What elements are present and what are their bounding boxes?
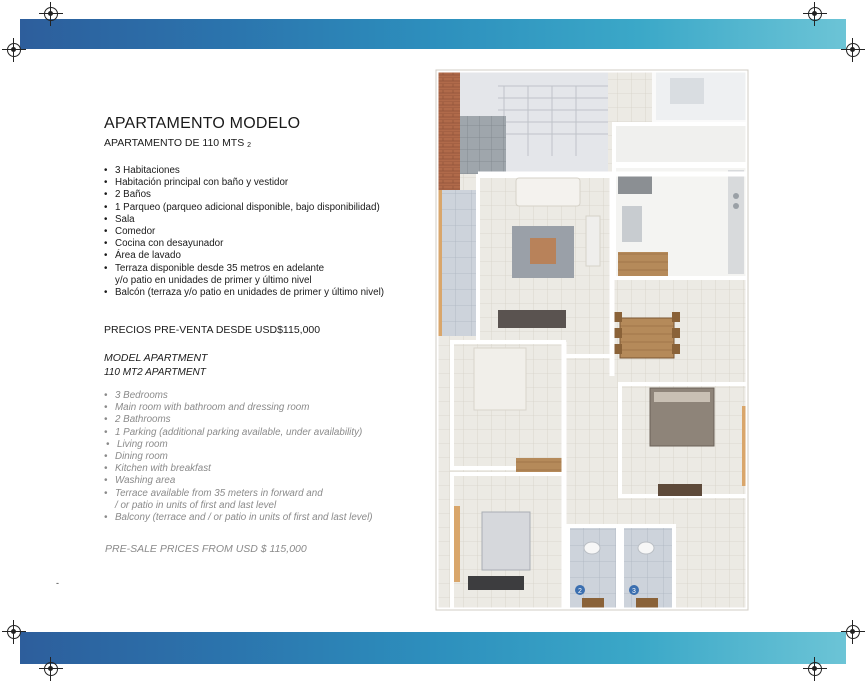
list-item bbox=[104, 214, 414, 226]
list-item bbox=[104, 189, 414, 201]
bullet: • bbox=[104, 414, 108, 426]
feature-text: Área de lavado bbox=[115, 250, 181, 262]
closet bbox=[516, 458, 566, 472]
registration-mark-icon bbox=[44, 7, 58, 21]
tv-console bbox=[498, 310, 566, 328]
feature-text: Washing area bbox=[115, 475, 176, 487]
stair-landing bbox=[460, 116, 506, 174]
feature-text: / or patio in units of first and last level bbox=[115, 499, 277, 511]
feature-text: Sala bbox=[115, 213, 135, 225]
bullet: • bbox=[104, 177, 108, 189]
coffee-table bbox=[530, 238, 556, 264]
bullet: • bbox=[104, 226, 108, 238]
list-item bbox=[104, 263, 414, 275]
bullet: • bbox=[104, 475, 108, 487]
header-band bbox=[20, 19, 846, 49]
english-title: MODEL APARTMENT bbox=[104, 352, 208, 364]
list-item bbox=[104, 165, 414, 177]
registration-mark-icon bbox=[846, 625, 860, 639]
bullet: • bbox=[104, 201, 108, 213]
feature-text: 1 Parking (additional parking available, under availability) bbox=[115, 426, 363, 438]
bathroom-3 bbox=[622, 526, 674, 610]
feature-text: y/o patio en unidades de primer y último nivel bbox=[115, 274, 312, 286]
english-feature-list bbox=[104, 390, 373, 524]
feature-text: 2 Baños bbox=[115, 189, 151, 201]
bullet: • bbox=[104, 189, 108, 201]
bullet: • bbox=[104, 390, 108, 401]
bullet: • bbox=[104, 165, 108, 176]
bed-3 bbox=[482, 512, 530, 570]
bullet: • bbox=[104, 426, 108, 438]
bullet: • bbox=[104, 262, 108, 274]
brick-wall bbox=[436, 70, 460, 190]
page-title: APARTAMENTO MODELO bbox=[104, 115, 301, 132]
dining-table bbox=[620, 318, 674, 358]
toilet bbox=[638, 542, 654, 554]
bullet: • bbox=[104, 250, 108, 262]
registration-mark-icon bbox=[7, 43, 21, 57]
feature-text: Habitación principal con baño y vestidor bbox=[115, 177, 289, 189]
dresser bbox=[658, 484, 702, 496]
window-frame bbox=[454, 506, 460, 582]
list-item bbox=[104, 439, 373, 451]
bullet: • bbox=[104, 512, 108, 524]
bullet: • bbox=[104, 213, 108, 225]
bullet: • bbox=[104, 487, 108, 499]
vanity bbox=[582, 598, 604, 608]
spanish-section bbox=[104, 114, 414, 337]
toilet bbox=[584, 542, 600, 554]
registration-mark-icon bbox=[808, 7, 822, 21]
feature-text: Terrace available from 35 meters in forward and bbox=[115, 487, 323, 499]
room-badge-label: 3 bbox=[632, 588, 636, 595]
bullet: • bbox=[104, 451, 108, 463]
feature-text: Balcony (terrace and / or patio in units of first and last level) bbox=[115, 512, 373, 524]
list-item bbox=[104, 451, 373, 463]
list-item bbox=[104, 177, 414, 189]
list-item bbox=[104, 238, 414, 250]
subtitle-text: APARTAMENTO DE 110 MTS bbox=[104, 137, 245, 149]
registration-mark-icon bbox=[44, 662, 58, 676]
breakfast-bar bbox=[618, 252, 668, 276]
laundry-room bbox=[614, 124, 748, 164]
feature-text: 2 Bathrooms bbox=[115, 414, 171, 426]
registration-mark-icon bbox=[808, 662, 822, 676]
fridge bbox=[622, 206, 642, 242]
terrace-floor bbox=[436, 190, 478, 336]
washer bbox=[670, 78, 704, 104]
feature-text: Kitchen with breakfast bbox=[115, 463, 211, 475]
list-item bbox=[104, 250, 414, 262]
registration-mark-icon bbox=[846, 43, 860, 57]
list-item bbox=[104, 475, 373, 487]
sofa bbox=[516, 178, 580, 206]
bullet: • bbox=[106, 438, 110, 450]
feature-text: 1 Parqueo (parqueo adicional disponible, bajo disponibilidad) bbox=[115, 201, 380, 213]
footer-band bbox=[20, 632, 846, 664]
price-text: PRECIOS PRE-VENTA DESDE USD$115,000 bbox=[104, 324, 321, 337]
list-item bbox=[104, 202, 414, 214]
bullet: • bbox=[104, 238, 108, 250]
armchair bbox=[586, 216, 600, 266]
list-item bbox=[104, 427, 373, 439]
feature-text: Terraza disponible desde 35 metros en adelante bbox=[115, 262, 325, 274]
spanish-feature-list bbox=[104, 165, 414, 299]
room-badge-label: 2 bbox=[578, 588, 582, 595]
feature-text: Comedor bbox=[115, 226, 156, 238]
list-item bbox=[104, 463, 373, 475]
list-item bbox=[104, 275, 414, 287]
page-subtitle bbox=[104, 136, 414, 153]
feature-text: 3 Bedrooms bbox=[115, 390, 168, 401]
kitchen-cabinets bbox=[728, 170, 744, 274]
feature-text: Dining room bbox=[115, 451, 168, 463]
feature-text: Balcón (terraza y/o patio en unidades de primer y último nivel) bbox=[115, 287, 385, 299]
bed bbox=[474, 348, 526, 410]
feature-text: Cocina con desayunador bbox=[115, 238, 224, 250]
english-price-text: PRE-SALE PRICES FROM USD $ 115,000 bbox=[105, 543, 307, 555]
feature-text: Living room bbox=[117, 438, 168, 450]
list-item bbox=[104, 512, 373, 524]
footer-mark: - bbox=[56, 578, 59, 588]
bullet: • bbox=[104, 402, 108, 414]
list-item bbox=[104, 287, 414, 299]
floor-plan-illustration bbox=[408, 66, 752, 614]
bullet: • bbox=[104, 463, 108, 475]
list-item bbox=[104, 414, 373, 426]
english-subtitle: 110 MT2 APARTMENT bbox=[104, 367, 206, 378]
list-item bbox=[104, 500, 373, 512]
feature-text: Main room with bathroom and dressing room bbox=[115, 402, 310, 414]
subtitle-superscript: 2 bbox=[247, 142, 252, 149]
vanity bbox=[636, 598, 658, 608]
desk bbox=[468, 576, 524, 590]
bullet: • bbox=[104, 287, 108, 299]
list-item bbox=[104, 402, 373, 414]
list-item bbox=[104, 226, 414, 238]
feature-text: 3 Habitaciones bbox=[115, 165, 180, 176]
list-item bbox=[104, 390, 373, 402]
bathroom-2 bbox=[568, 526, 618, 610]
list-item bbox=[104, 488, 373, 500]
registration-mark-icon bbox=[7, 625, 21, 639]
